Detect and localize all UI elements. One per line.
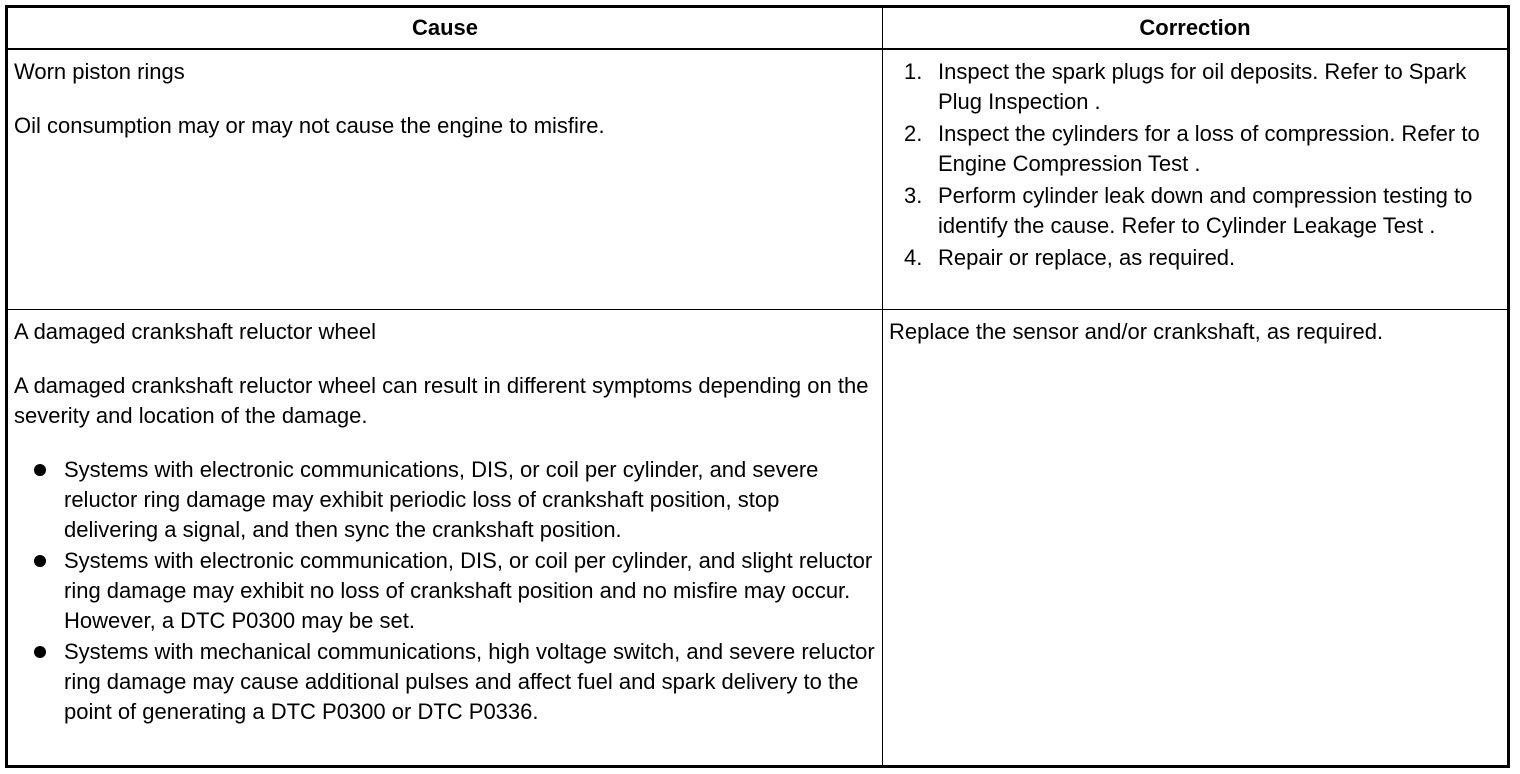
cause-cell [7, 49, 883, 309]
correction-step [889, 181, 1501, 241]
table-row [7, 49, 1509, 309]
cause-title: Worn piston rings [14, 59, 185, 84]
correction-text: Replace the sensor and/or crankshaft, as required. [889, 318, 1384, 344]
bullet-item [14, 455, 876, 545]
step-text: Inspect the cylinders for a loss of compression. Refer to Engine Compression Test . [938, 121, 1480, 176]
step-number: 3. [904, 183, 923, 208]
correction-step [889, 119, 1501, 179]
bullet-item [14, 546, 876, 636]
bullet-icon [34, 464, 46, 476]
cause-cell [7, 309, 883, 766]
correction-step [889, 243, 1501, 273]
cause-bullet-list [14, 455, 876, 727]
step-text: Repair or replace, as required. [938, 245, 1236, 270]
step-text: Perform cylinder leak down and compression testing to identify the cause. Refer to Cylinder Leakage Test . [938, 183, 1473, 238]
bullet-icon [34, 555, 46, 567]
step-number: 2. [904, 121, 923, 146]
bullet-icon [34, 646, 46, 658]
correction-header: Correction [883, 7, 1509, 50]
bullet-text: Systems with mechanical communications, high voltage switch, and severe reluctor ring damage may cause additional pulses and affect fuel and spark delivery to the point of generating a DTC P0300 or DTC P0336. [64, 638, 875, 724]
bullet-text: Systems with electronic communications, DIS, or coil per cylinder, and severe reluctor ring damage may exhibit periodic loss of crankshaft position, stop delivering a signal, and then sync the crankshaft position. [64, 456, 819, 542]
cause-header: Cause [7, 7, 883, 50]
correction-steps-list [889, 57, 1501, 273]
cause-correction-table [5, 5, 1510, 768]
header-row [7, 7, 1509, 50]
cause-detail: Oil consumption may or may not cause the engine to misfire. [14, 113, 605, 138]
bullet-text: Systems with electronic communication, DIS, or coil per cylinder, and slight reluctor ring damage may exhibit no loss of crankshaft position and no misfire may occur. However, a DTC P0300 may be set. [64, 547, 873, 633]
correction-cell [883, 309, 1509, 766]
step-number: 1. [904, 59, 923, 84]
cause-detail: A damaged crankshaft reluctor wheel can result in different symptoms depending on the severity and location of the damage. [14, 372, 869, 428]
correction-cell [883, 49, 1509, 309]
step-text: Inspect the spark plugs for oil deposits. Refer to Spark Plug Inspection . [938, 59, 1467, 114]
table-row [7, 309, 1509, 766]
bullet-item [14, 637, 876, 727]
cause-title: A damaged crankshaft reluctor wheel [14, 318, 376, 344]
correction-step [889, 57, 1501, 117]
step-number: 4. [904, 245, 923, 270]
